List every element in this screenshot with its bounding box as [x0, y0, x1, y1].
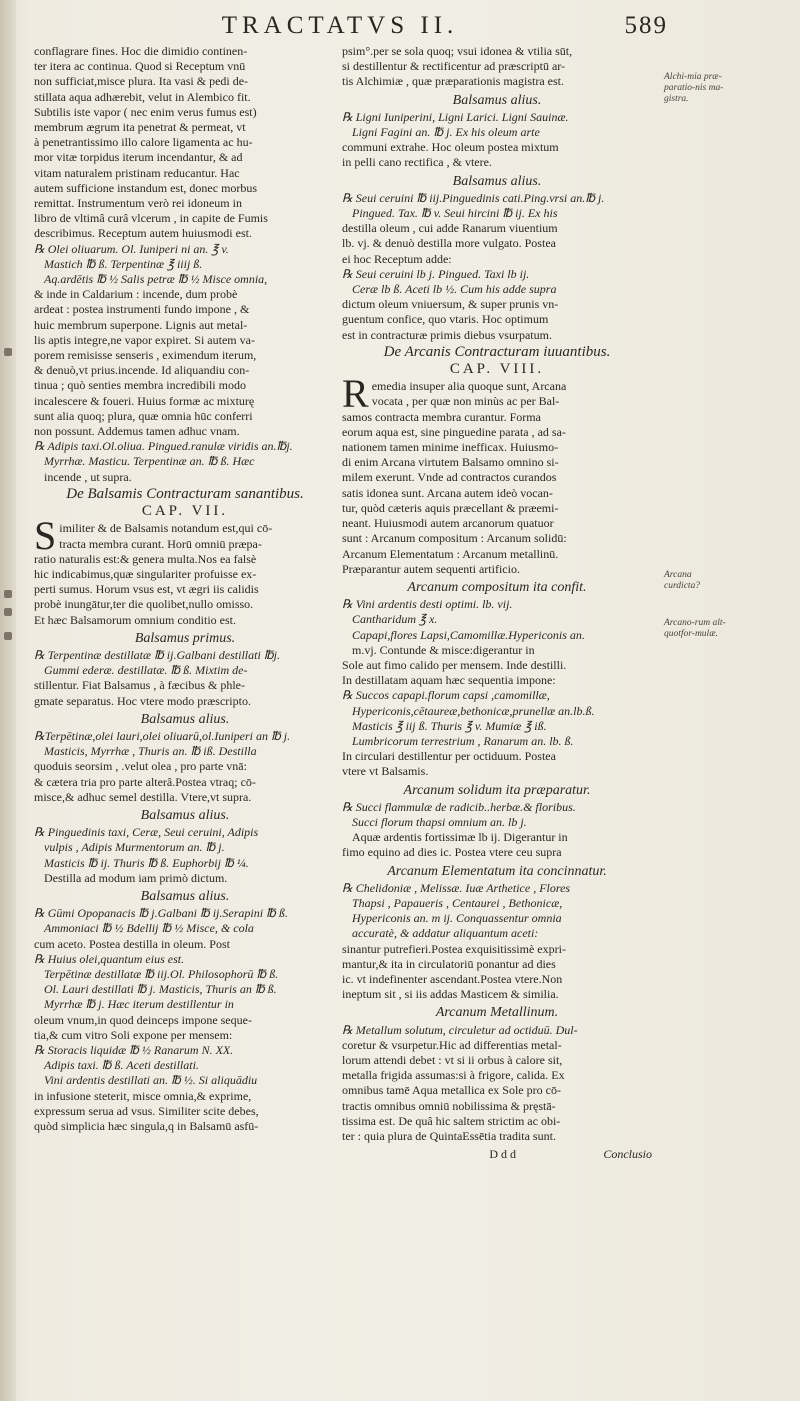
text-line: ardeat : postea instrumenti fundo impone , &	[34, 302, 250, 317]
recipe-line: Aq.ardētis ℔ ½ Salis petræ ℔ ½ Misce omnia,	[44, 272, 268, 287]
recipe-line: Gummi ederæ. destillatæ. ℔ ß. Mixtim de-	[44, 663, 248, 678]
text-line: mor vitæ torpidus iterum incendantur, & ad	[34, 150, 243, 165]
page-footer	[342, 1147, 652, 1162]
recipe-line: Adipis taxi. ℔ ß. Aceti destillati.	[44, 1058, 199, 1073]
text-line: tractis omnibus omniū nobilissima & pręstā-	[342, 1098, 556, 1113]
text-line: conflagrare fines. Hoc die dimidio continen-	[34, 44, 248, 58]
text-line: gmate separatus. Hoc vtere modo præscripto.	[34, 693, 251, 708]
recipe-line: Succi florum thapsi omnium an. lb j.	[352, 814, 527, 829]
text-line: stillentur. Fiat Balsamus , à fæcibus & phle-	[34, 678, 245, 693]
catchword: Conclusio	[603, 1147, 652, 1162]
text-line: Arcanum Elementatum : Arcanum metallinū.	[342, 546, 559, 561]
text-line: & denuò,vt prius.incende. Id aliquandiu con-	[34, 363, 250, 378]
text-line: in pelli cano rectifica , & vtere.	[342, 155, 492, 170]
text-line: incalescere & foueri. Huius formæ ac mixturę	[34, 393, 255, 408]
text-line: nationem tamen minime inefficax. Huiusmo-	[342, 440, 559, 455]
recipe-line: Myrrhæ. Masticu. Terpentinæ an. ℔ ß. Hæc	[44, 454, 255, 469]
recipe-line: ℞ Olei oliuarum. Ol. Iuniperi ni an. ℥ v.	[34, 241, 229, 256]
text-line: à penetrantissimo illo calore ligamenta ac hu-	[34, 135, 253, 150]
gutter-mark	[4, 590, 12, 598]
text-line: sunt : Arcanum compositum : Arcanum solidū:	[342, 531, 567, 546]
text-line: dictum oleum vniuersum, & super prunis vn-	[342, 297, 559, 312]
recipe-line: Mastich ℔ ß. Terpentinæ ℥ iiij ß.	[44, 256, 203, 271]
recipe-line: Lumbricorum terrestrium , Ranarum an. lb. ß.	[352, 733, 574, 748]
subheading: Arcanum solidum ita præparatur.	[403, 782, 591, 798]
text-line: expressum serua ad vsus. Similiter scite debes,	[34, 1103, 259, 1118]
recipe-line: Hypericonis an. m ij. Conquassentur omnia	[352, 911, 562, 926]
signature-mark: D d d	[489, 1147, 516, 1162]
text-line: est in contracturæ primis diebus vsurpatum.	[342, 327, 552, 342]
text-line: lb. vj. & denuò destilla more vulgato. Postea	[342, 236, 556, 251]
recipe-line: Ol. Lauri destillati ℔ j. Masticis, Thuris an ℔ ß.	[44, 982, 277, 997]
text-line: cum aceto. Postea destilla in oleum. Post	[34, 936, 230, 951]
recipe-line: ℞ Seui ceruini lb j. Pingued. Taxi lb ij.	[342, 266, 530, 281]
text-line: vtere vt Balsamis.	[342, 764, 429, 779]
text-line: sunt alia quoq; plura, quæ omnia hūc conferri	[34, 408, 253, 423]
text-line: quòd simplicia hæc singula,q in Balsamū asfū-	[34, 1119, 259, 1134]
text-line: incende , ut supra.	[44, 469, 132, 484]
recipe-line: Masticis, Myrrhæ , Thuris an. ℔ iß. Destilla	[44, 744, 257, 759]
chapter-label: CAP. VIII.	[449, 361, 545, 378]
recipe-line: ℞ Succos capapi.florum capsi ,camomillæ,	[342, 688, 550, 703]
text-line: Et hæc Balsamorum omnium conditio est.	[34, 612, 236, 627]
recipe-line: Hypericonis,cētaureæ,bethonicæ,prunellæ an.lb.ß.	[352, 703, 595, 718]
text-line: tur, quòd cæteris aquis præcellant & præemi-	[342, 500, 559, 515]
margin-note: Alchi-mia præ-paratio-nis ma-gistra.	[664, 72, 724, 104]
gutter-mark	[4, 632, 12, 640]
text-line: m.vj. Contunde & misce:digerantur in	[352, 642, 535, 657]
text-line: oleum vnum,in quod deinceps impone seque-	[34, 1012, 252, 1027]
subheading: Arcanum Elementatum ita concinnatur.	[387, 863, 607, 879]
recipe-line: ℞ Seui ceruini ℔ iij.Pinguedinis cati.Ping.vrsi an.℔ j.	[342, 190, 605, 205]
gutter-mark	[4, 608, 12, 616]
text-line: remittat. Instrumentum verò rei idoneum in	[34, 196, 242, 211]
text-line: tissima est. De quâ hic saltem strictim ac obi-	[342, 1113, 561, 1128]
section-heading: De Arcanis Contracturam iuuantibus.	[383, 343, 611, 360]
text-line: ic. vt indefinenter ascendant.Postea vtere.Non	[342, 971, 563, 986]
binding-gutter	[0, 0, 16, 1401]
recipe-line: Capapi,flores Lapsi,Camomillæ.Hypericonis an.	[352, 627, 585, 642]
text-line: milem exerunt. Vnde ad contractos curandos	[342, 470, 557, 485]
subheading: Arcanum compositum ita confit.	[407, 579, 587, 595]
text-line: metalla frigida assumas:si à frigore, calida. Ex	[342, 1068, 565, 1083]
recipe-line: Pingued. Tax. ℔ v. Seui hircini ℔ ij. Ex his	[352, 206, 558, 221]
text-line: probè inungātur,ter die quolibet,nullo omisso.	[34, 597, 254, 612]
text-line: huic membrum superpone. Lignis aut metal-	[34, 317, 248, 332]
text-line: misce,& adhuc semel destilla. Vtere,vt supra.	[34, 789, 252, 804]
text-line: destilla oleum , cui adde Ranarum viuentium	[342, 221, 558, 236]
margin-note: Arcana curdicta?	[664, 570, 701, 591]
recipe-line: ℞ Vini ardentis desti optimi. lb. vij.	[342, 597, 513, 612]
margin-note: Arcano-rum alt-quotfor-mulæ.	[664, 618, 726, 639]
text-line: & cætera tria pro parte alterâ.Postea vtraq; cō-	[34, 774, 256, 789]
subheading: Balsamus alius.	[452, 92, 542, 108]
text-line: communi extrahe. Hoc oleum postea mixtum	[342, 140, 559, 155]
text-line: eorum aqua est, sine pinguedine parata , ad sa-	[342, 424, 566, 439]
subheading: Arcanum Metallinum.	[435, 1005, 559, 1021]
recipe-line: Ligni Fagini an. ℔ j. Ex his oleum arte	[352, 125, 540, 140]
text-line: stillata aqua adhærebit, velut in Alembico fit.	[34, 89, 251, 104]
text-line: In destillatam aquam hæc sequentia impone:	[342, 673, 556, 688]
recipe-line: ℞ Huius olei,quantum eius est.	[34, 951, 185, 966]
text-line: tinua ; quò senties membra incredibili modo	[34, 378, 246, 393]
recipe-line: ℞ Terpentinæ destillatæ ℔ ij.Galbani destillati ℔j.	[34, 647, 280, 662]
text-line: Aquæ ardentis fortissimæ lb ij. Digerantur in	[352, 830, 568, 845]
recipe-line: Ceræ lb ß. Aceti lb ½. Cum his adde supra	[352, 282, 557, 297]
recipe-line: ℞ Chelidoniæ , Melissæ. Iuæ Arthetice , Flores	[342, 880, 571, 895]
text-line: di enim Arcana virtutem Balsamo omnino si-	[342, 455, 559, 470]
running-title: TRACTATVS II.	[221, 12, 459, 39]
text-line: si destillentur & rectificentur ad præscriptū ar-	[342, 59, 566, 74]
text-line: tia,& cum vitro Soli expone per mensem:	[34, 1027, 233, 1042]
text-line: satis idonea sunt. Arcana autem ideò vocan-	[342, 485, 553, 500]
recipe-line: Terpētinæ destillatæ ℔ iij.Ol. Philosophorū ℔ ß.	[44, 966, 279, 981]
recipe-line: Cantharidum ℥ x.	[352, 612, 438, 627]
subheading: Balsamus primus.	[134, 630, 236, 646]
text-line: libro de vltimâ curâ vlcerum , in capite de Fumis	[34, 211, 268, 226]
recipe-line: ℞ Pinguedinis taxi, Ceræ, Seui ceruini, Adipis	[34, 825, 259, 840]
recipe-line: ℞ Storacis liquidæ ℔ ½ Ranarum N. XX.	[34, 1043, 234, 1057]
recipe-line: Masticis ℥ iij ß. Thuris ℥ v. Mumiæ ℥ iß.	[352, 718, 547, 733]
text-line: autem sufficione instandum est, donec morbus	[34, 180, 258, 195]
subheading: Balsamus alius.	[140, 888, 230, 904]
text-line: tis Alchimiæ , quæ præparationis magistra est.	[342, 74, 564, 89]
text-line: quoduis seorsim , .velut olea , pro parte vnā:	[34, 759, 247, 774]
gutter-mark	[4, 348, 12, 356]
text-line: vitam naturalem pristinam reducantur. Hac	[34, 165, 240, 180]
text-line: neant. Huiusmodi autem arcanorum quatuor	[342, 516, 554, 531]
text-line: tracta membra curant. Horū omniū præpa-	[59, 536, 262, 551]
text-line: guentum confice, quo vtaris. Hoc optimum	[342, 312, 549, 327]
chapter-label: CAP. VII.	[141, 503, 229, 520]
recipe-line: ℞ Succi flammulæ de radicib..herbæ.& floribus.	[342, 799, 576, 814]
text-line: membrum ægrum ita penetrat & permeat, vt	[34, 120, 246, 135]
right-column	[342, 44, 652, 1162]
recipe-line: Thapsi , Papaueris , Centaurei , Bethonicæ,	[352, 895, 563, 910]
text-line: Sole aut fimo calido per mensem. Inde destilli.	[342, 657, 567, 672]
text-line: omnibus tamē Aqua metallica ex Sole pro cō-	[342, 1083, 561, 1098]
page-number: 589	[624, 12, 668, 39]
recipe-line: Masticis ℔ ij. Thuris ℔ ß. Euphorbij ℔ ¼.	[44, 855, 249, 870]
subheading: Balsamus alius.	[140, 807, 230, 823]
text-line: ter : quia plura de QuintaEssētia tradita sunt.	[342, 1129, 556, 1144]
subheading: Balsamus alius.	[140, 711, 230, 727]
text-line: vocata , per quæ non minùs ac per Bal-	[371, 394, 560, 409]
text-line: sinantur putrefieri.Postea exquisitissimè expri-	[342, 941, 566, 956]
recipe-line: ℞Terpētinæ,olei lauri,olei oliuarū,ol.Iuniperi an ℔ j.	[34, 728, 291, 743]
text-line: lis aptis integre,ne vapor expiret. Si autem va-	[34, 332, 255, 347]
text-line: porem remisisse senseris , eximendum iterum,	[34, 348, 257, 363]
text-line: fimo equino ad dies ic. Postea vtere ceu supra	[342, 845, 562, 860]
recipe-line: Myrrhæ ℔ j. Hæc iterum destillentur in	[44, 997, 234, 1012]
text-line: lorum attendi debet : vt si ii orbus à calore sit,	[342, 1053, 563, 1067]
text-line: ratio naturalis est:& genera multa.Nos ea falsè	[34, 551, 257, 566]
section-heading: De Balsamis Contracturam sanantibus.	[66, 485, 304, 502]
recipe-line: ℞ Gūmi Opopanacis ℔ j.Galbani ℔ ij.Serapini ℔ ß.	[34, 906, 288, 921]
text-line: in infusione steterit, misce omnia,& exprime,	[34, 1088, 252, 1103]
left-column	[34, 44, 336, 1134]
text-line: mantur,& ita in circulatoriū ponantur ad dies	[342, 956, 556, 971]
text-line: hic indicabimus,quæ singulariter profuisse ex-	[34, 566, 257, 581]
text-line: describimus. Receptum autem huiusmodi est.	[34, 226, 252, 241]
recipe-line: ℞ Metallum solutum, circuletur ad octiduū. Dul-	[342, 1022, 578, 1037]
text-line: psim°.per se sola quoq; vsui idonea & vtilia sūt,	[342, 44, 573, 58]
subheading: Balsamus alius.	[452, 173, 542, 189]
text-line: non sufficiat,misce plura. Ita vasi & pedi de-	[34, 74, 249, 89]
text-line: ineptum sit , si iis addas Masticem & similia.	[342, 987, 559, 1002]
text-line: In circulari destillentur per octiduum. Postea	[342, 749, 556, 764]
text-line: Destilla ad modum iam primò dictum.	[44, 870, 228, 885]
text-line: Similiter & de Balsamis notandum est,qui cō-	[34, 513, 273, 559]
text-line: ei hoc Receptum adde:	[342, 251, 452, 266]
text-line: perti sumus. Horum vsus est, vt ægri iis calidis	[34, 582, 259, 597]
text-line: Præparantur autem sequenti artificio.	[342, 561, 520, 576]
text-line: Subtilis iste vapor ( nec enim verus fumus est)	[34, 104, 257, 119]
recipe-line: ℞ Ligni Iuniperini, Ligni Larici. Ligni Sauinæ.	[342, 109, 569, 124]
text-line: coretur & vsurpetur.Hic ad differentias metal-	[342, 1037, 562, 1052]
recipe-line: Ammoniaci ℔ ½ Bdellij ℔ ½ Misce, & cola	[44, 921, 254, 936]
recipe-line: accuratè, & addatur aliquantum aceti:	[352, 926, 539, 941]
text-line: Remedia insuper alia quoque sunt, Arcana	[342, 371, 567, 417]
text-line: ter itera ac continua. Quod si Receptum vnū	[34, 59, 246, 74]
recipe-line: ℞ Adipis taxi.Ol.oliua. Pingued.ranulæ viridis an.℔j.	[34, 439, 293, 454]
recipe-line: vulpis , Adipis Murmentorum an. ℔ j.	[44, 840, 225, 855]
text-line: non possunt. Addemus tamen adhuc vnam.	[34, 424, 240, 439]
text-line: & inde in Caldarium : incende, dum probè	[34, 287, 238, 302]
text-line: samos contracta membra curantur. Forma	[342, 409, 541, 424]
recipe-line: Vini ardentis destillati an. ℔ ½. Si aliquādiu	[44, 1073, 258, 1088]
